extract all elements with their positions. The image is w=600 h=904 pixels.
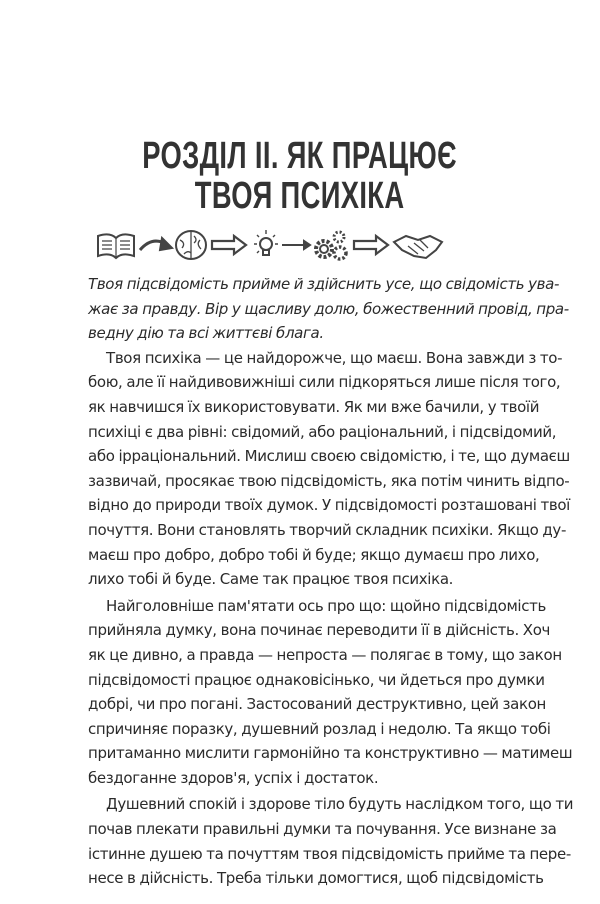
title-text: ТВОЯ ПСИХІКА	[195, 175, 405, 217]
paragraph-line: підсвідомості працює однаковісінько, чи йдеться про думки	[88, 670, 545, 689]
paragraph-line: почуття. Вони становлять творчий складник психіки. Якщо ду-	[88, 520, 567, 539]
paragraph-line: Твоя психіка — це найдорожче, що маєш. Вона завжди з то-	[106, 348, 563, 367]
paragraph-line: відно до природи твоїх думок. У підсвідомості розташовані твої	[88, 496, 570, 515]
open-book-icon	[98, 234, 134, 258]
chapter-title-line-2	[0, 176, 600, 216]
paragraph-line: несе в дійсність. Треба тільки домогтися, щоб підсвідомість	[88, 869, 544, 888]
gears-icon	[316, 232, 346, 259]
paragraph-line: істинне душею та почуттям твоя підсвідомість прийме та пере-	[88, 844, 571, 863]
paragraph-line: почав плекати правильні думки та почування. Усе визнане за	[88, 820, 557, 839]
paragraph-line: Душевний спокій і здорове тіло будуть наслідком того, що ти	[106, 795, 574, 814]
title-text: РОЗДІЛ ІІ. ЯК ПРАЦЮЄ	[142, 135, 458, 177]
paragraph-line: як навчишся їх використовувати. Як ми вже бачили, у твоїй	[88, 397, 540, 416]
paragraph-line: зазвичай, просякає твою підсвідомість, яка потім чинить відпо-	[88, 471, 570, 490]
lightbulb-icon	[254, 230, 278, 255]
brain-icon	[176, 231, 206, 259]
curved-arrow-icon	[140, 238, 172, 250]
paragraph-line: прийняла думку, вона починає переводити її в дійсність. Хоч	[88, 621, 551, 640]
paragraph-line: бездоганне здоров'я, успіх і достаток.	[88, 768, 379, 787]
paragraph-line: спричиняє поразку, душевний розлад і недолю. Та якщо тобі	[88, 719, 551, 738]
paragraph-line: добрі, чи про погані. Застосований деструктивно, цей закон	[88, 695, 547, 714]
paragraph-line: бою, але її найдивовижніші сили підкоряться лише після того,	[88, 373, 561, 392]
epigraph-line: Твоя підсвідомість прийме й здійснить усе, що свідомість ува-	[88, 275, 560, 293]
paragraph-line: психіці є два рівні: свідомий, або раціональний, і підсвідомий,	[88, 422, 557, 441]
paragraph-line: як це дивно, а правда — непроста — полягає в тому, що закон	[88, 645, 562, 664]
epigraph-line: ведну дію та всі життєві блага.	[88, 324, 324, 343]
paragraph-line: маєш про добро, добро тобі й буде; якщо думаєш про лихо,	[88, 545, 540, 564]
paragraph-line: притаманно мислити гармонійно та конструктивно — матимеш	[88, 744, 573, 763]
handshake-icon	[394, 236, 442, 258]
arrow-right-icon	[354, 236, 388, 254]
arrow-right-icon	[212, 236, 246, 254]
epigraph-line: жає за правду. Вір у щасливу долю, божественний провід, пра-	[88, 299, 569, 318]
paragraph-line: або ірраціональний. Мислиш своєю свідомістю, і те, що думаєш	[88, 447, 570, 466]
arrow-thin-icon	[282, 241, 310, 249]
chapter-title-line-1	[0, 136, 600, 176]
paragraph-line: лихо тобі й буде. Саме так працює твоя психіка.	[88, 570, 454, 589]
paragraph-line: Найголовніше пам'ятати ось про що: щойно підсвідомість	[106, 596, 547, 615]
process-icon-strip	[96, 228, 468, 262]
page-body	[88, 272, 574, 891]
